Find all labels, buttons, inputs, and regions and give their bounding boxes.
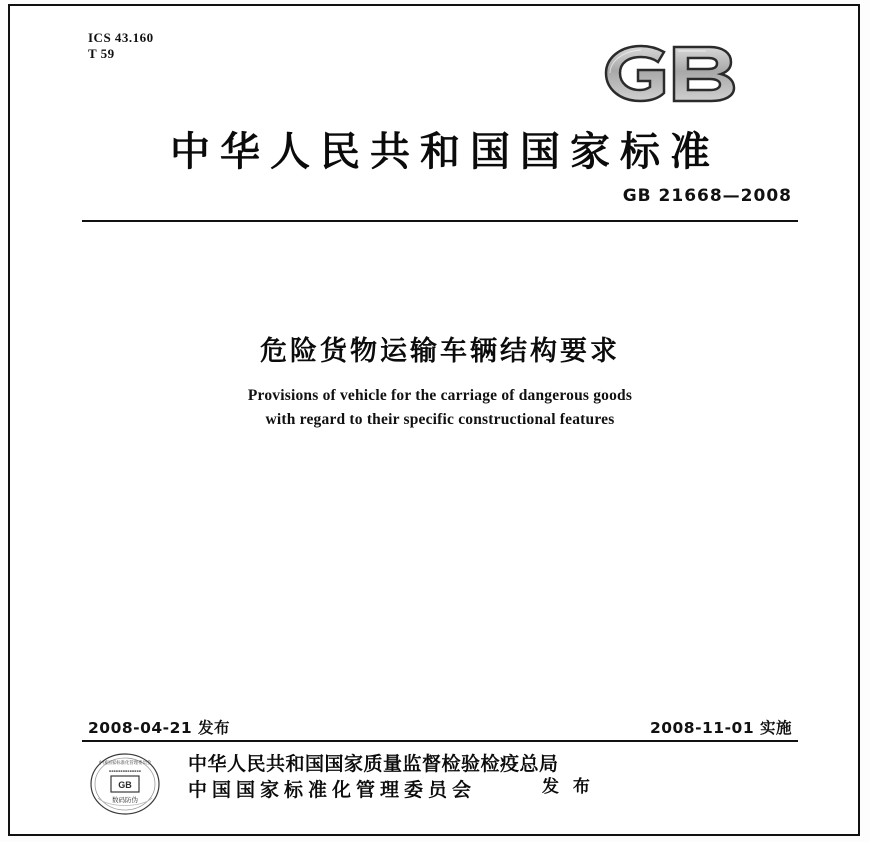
issuer-line-1: 中华人民共和国国家质量监督检验检疫总局 bbox=[188, 753, 559, 775]
issuer-publish-label: 发 布 bbox=[542, 777, 594, 797]
svg-text:中国国家标准化管理委员会: 中国国家标准化管理委员会 bbox=[98, 761, 152, 766]
issuer-line-2: 中国国家标准化管理委员会 bbox=[188, 778, 477, 801]
issuer-block bbox=[188, 752, 708, 803]
implementation-date: 2008-11-01 实施 bbox=[649, 719, 792, 737]
anti-counterfeit-seal-icon bbox=[86, 750, 164, 820]
ics-block bbox=[88, 30, 154, 63]
svg-text:GB: GB bbox=[118, 780, 132, 790]
document-title-english-line2: with regard to their specific constructional features bbox=[265, 411, 615, 429]
footer-divider bbox=[82, 740, 798, 742]
document-title-english-line1: Provisions of vehicle for the carriage of dangerous goods bbox=[247, 387, 633, 404]
document-title-english bbox=[140, 384, 740, 432]
issue-date: 2008-04-21 发布 bbox=[88, 719, 231, 737]
classification-code: T 59 bbox=[88, 46, 115, 62]
standard-number: GB 21668—2008 bbox=[622, 186, 792, 206]
page-content bbox=[80, 24, 800, 824]
page-border bbox=[8, 4, 860, 836]
gb-logo bbox=[584, 32, 754, 114]
document-title-chinese: 危险货物运输车辆结构要求 bbox=[260, 336, 620, 367]
ics-code: ICS 43.160 bbox=[88, 30, 154, 45]
header-divider bbox=[82, 220, 798, 222]
svg-text:▪▪▪▪▪▪▪▪▪▪▪▪▪▪: ▪▪▪▪▪▪▪▪▪▪▪▪▪▪ bbox=[108, 769, 142, 773]
national-standard-title: 中华人民共和国国家标准 bbox=[170, 129, 720, 175]
svg-text:数码防伪: 数码防伪 bbox=[112, 796, 138, 804]
